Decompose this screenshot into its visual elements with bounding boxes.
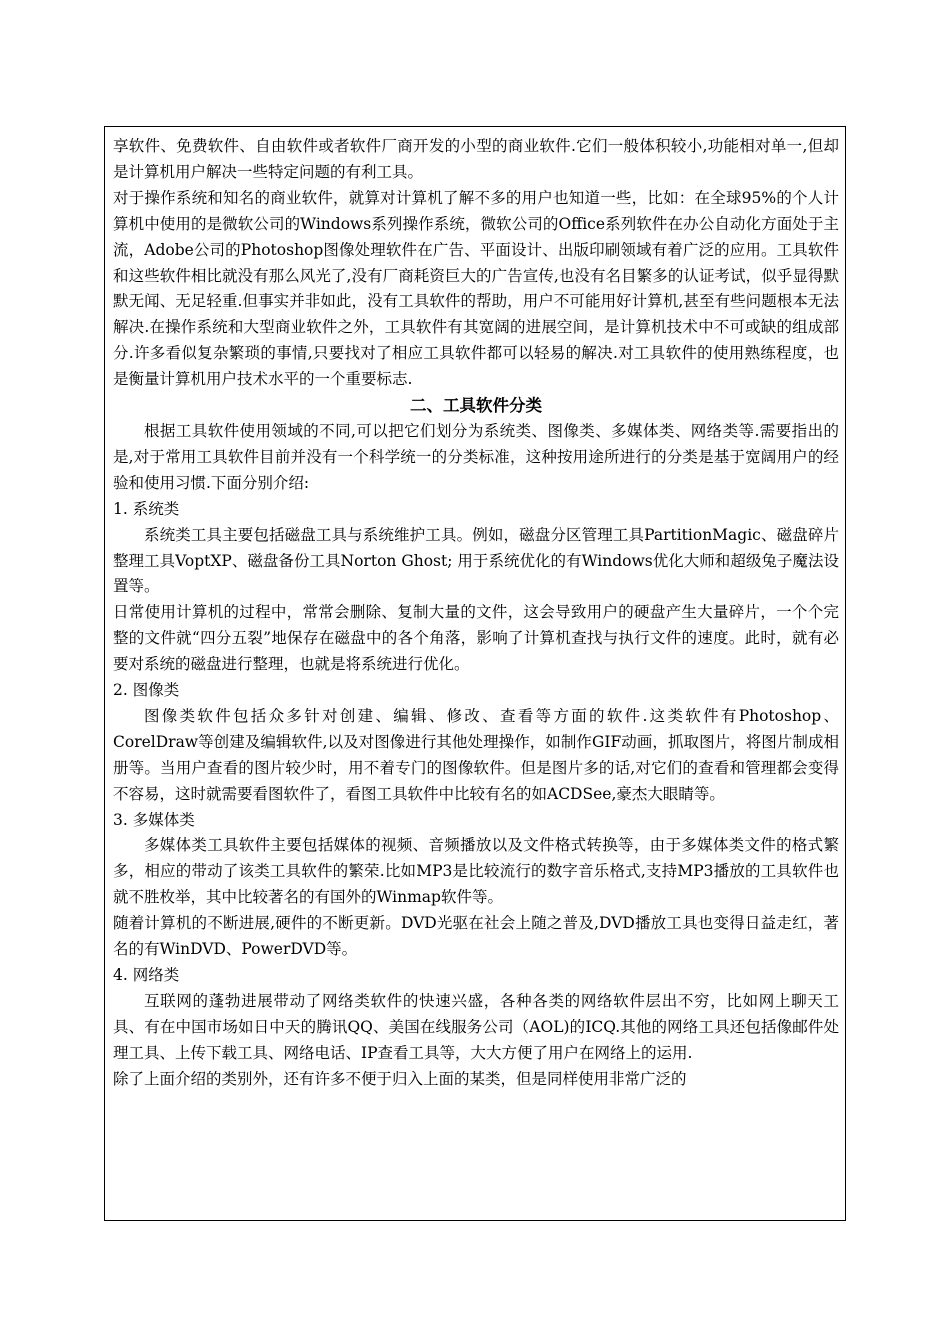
paragraph-image-tools: 图像类软件包括众多针对创建、编辑、修改、查看等方面的软件.这类软件有Photoshop、CorelDraw等创建及编辑软件,以及对图像进行其他处理操作，如制作GIF动画，抓取图片，将图片制成相册等。当用户查看的图片较少时，用不着专门的图像软件。但是图片多的话,对它们的查看和管理都会变得不容易，这时就需要看图软件了，看图工具软件中比较有名的如ACDSee,豪杰大眼睛等。: [113, 706, 839, 803]
subheading-system: 1. 系统类: [113, 499, 180, 518]
paragraph-well-known-software: 对于操作系统和知名的商业软件，就算对计算机了解不多的用户也知道一些，比如：在全球95%的个人计算机中使用的是微软公司的Windows系列操作系统，微软公司的Office系列软件在办公自动化方面处于主流，Adobe公司的Photoshop图像处理软件在广告、平面设计、出版印刷领域有着广泛的应用。工具软件和这些软件相比就没有那么风光了,没有厂商耗资巨大的广告宣传,也没有名目繁多的认证考试，似乎显得默默无闻、无足轻重.但事实并非如此，没有工具软件的帮助，用户不可能用好计算机,甚至有些问题根本无法解决.在操作系统和大型商业软件之外，工具软件有其宽阔的进展空间，是计算机技术中不可或缺的组成部分.许多看似复杂繁琐的事情,只要找对了相应工具软件都可以轻易的解决.对工具软件的使用熟练程度，也是衡量计算机用户技术水平的一个重要标志.: [113, 188, 839, 389]
section-heading: 二、工具软件分类: [410, 396, 542, 416]
paragraph-intro-continued: 享软件、免费软件、自由软件或者软件厂商开发的小型的商业软件.它们一般体积较小,功能相对单一,但却是计算机用户解决一些特定问题的有利工具。: [113, 137, 839, 181]
subheading-image: 2. 图像类: [113, 681, 180, 700]
paragraph-disk-fragment: 日常使用计算机的过程中，常常会删除、复制大量的文件，这会导致用户的硬盘产生大量碎片，一个个完整的文件就“四分五裂”地保存在磁盘中的各个角落，影响了计算机查找与执行文件的速度。此时，就有必要对系统的磁盘进行整理，也就是将系统进行优化。: [113, 603, 839, 674]
paragraph-network-tools: 互联网的蓬勃进展带动了网络类软件的快速兴盛，各种各类的网络软件层出不穷，比如网上聊天工具、有在中国市场如日中天的腾讯QQ、美国在线服务公司（AOL)的ICQ.其他的网络工具还包括像邮件处理工具、上传下载工具、网络电话、IP查看工具等，大大方便了用户在网络上的运用.: [113, 991, 839, 1062]
subheading-multimedia: 3. 多媒体类: [113, 810, 195, 829]
paragraph-system-tools: 系统类工具主要包括磁盘工具与系统维护工具。例如，磁盘分区管理工具PartitionMagic、磁盘碎片整理工具VoptXP、磁盘备份工具Norton Ghost; 用于系统优化的有Windows优化大师和超级兔子魔法设置等。: [113, 525, 839, 596]
subheading-network: 4. 网络类: [113, 966, 180, 984]
paragraph-multimedia-tools: 多媒体类工具软件主要包括媒体的视频、音频播放以及文件格式转换等，由于多媒体类文件的格式繁多，相应的带动了该类工具软件的繁荣.比如MP3是比较流行的数字音乐格式,支持MP3播放的工具软件也就不胜枚举，其中比较著名的有国外的Winmap软件等。: [113, 836, 839, 907]
paragraph-classification-intro: 根据工具软件使用领域的不同,可以把它们划分为系统类、图像类、多媒体类、网络类等.需要指出的是,对于常用工具软件目前并没有一个科学统一的分类标准，这种按用途所进行的分类是基于宽阔用户的经验和使用习惯.下面分别介绍:: [113, 421, 839, 492]
paragraph-other-categories: 除了上面介绍的类别外，还有许多不便于归入上面的某类，但是同样使用非常广泛的: [113, 1069, 687, 1088]
document-body: [113, 134, 839, 1093]
paragraph-dvd: 随着计算机的不断进展,硬件的不断更新。DVD光驱在社会上随之普及,DVD播放工具也变得日益走红，著名的有WinDVD、PowerDVD等。: [113, 914, 839, 959]
